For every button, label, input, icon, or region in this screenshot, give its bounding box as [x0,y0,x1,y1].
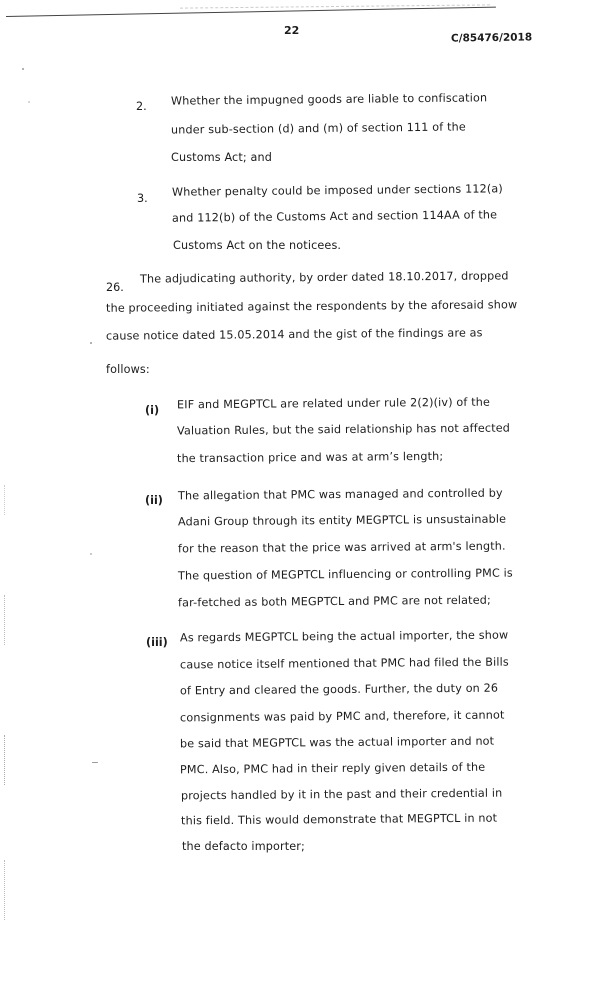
finding-line: The allegation that PMC was managed and controlled by [177,486,503,503]
scan-margin-noise [4,860,15,920]
page-number: 22 [284,24,300,37]
issue-line: Whether penalty could be imposed under sections 112(a) [171,182,503,199]
issue-number: 3. [137,192,148,205]
finding-line: projects handled by it in the past and their credential in [180,786,503,803]
paragraph-number: 26. [106,281,124,294]
finding-line: the transaction price and was at arm’s length; [176,449,444,466]
finding-line: far-fetched as both MEGPTCL and PMC are not related; [177,593,491,610]
issue-line: Customs Act on the noticees. [173,239,342,252]
finding-line: The question of MEGPTCL influencing or controlling PMC is [177,566,513,583]
issue-line: under sub-section (d) and (m) of section 111 of the [170,120,466,137]
finding-line: the defacto importer; [182,840,305,853]
issue-line: Customs Act; and [171,151,273,164]
finding-line: As regards MEGPTCL being the actual importer, the show [179,628,509,645]
issue-line: Whether the impugned goods are liable to confiscation [170,91,488,108]
finding-line: Valuation Rules, but the said relationship has not affected [176,421,511,438]
paragraph-line: The adjudicating authority, by order dated 18.10.2017, dropped [139,269,509,286]
scan-speck [92,762,98,763]
scan-margin-noise [4,485,15,515]
finding-line: for the reason that the price was arrived at arm's length. [177,539,506,556]
scan-margin-noise [4,735,15,785]
scan-speck [22,68,24,70]
finding-line: consignments was paid by PMC and, therefore, it cannot [179,708,505,725]
finding-line: cause notice itself mentioned that PMC had filed the Bills [179,655,509,672]
scan-speck [90,342,92,344]
finding-line: PMC. Also, PMC had in their reply given details of the [179,760,486,777]
finding-line: EIF and MEGPTCL are related under rule 2(2)(iv) of the [176,395,491,412]
issue-line: and 112(b) of the Customs Act and section 114AA of the [171,208,498,225]
scan-speck [90,553,92,555]
paragraph-line: follows: [106,363,150,376]
issue-number: 2. [136,100,147,113]
case-number: C/85476/2018 [450,31,533,45]
finding-line: of Entry and cleared the goods. Further, the duty on 26 [179,681,499,698]
finding-line: Adani Group through its entity MEGPTCL is unsustainable [177,512,507,529]
finding-line: this field. This would demonstrate that MEGPTCL in not [180,811,498,828]
paragraph-line: cause notice dated 15.05.2014 and the gist of the findings are as [105,326,483,343]
scan-speck [28,101,30,103]
scan-margin-noise [4,595,15,645]
finding-label: (iii) [146,636,168,649]
paragraph-line: the proceeding initiated against the respondents by the aforesaid show [105,298,518,315]
finding-line: be said that MEGPTCL was the actual importer and not [179,734,495,751]
scan-top-rule [6,7,496,17]
finding-label: (ii) [145,494,163,507]
finding-label: (i) [145,404,160,417]
